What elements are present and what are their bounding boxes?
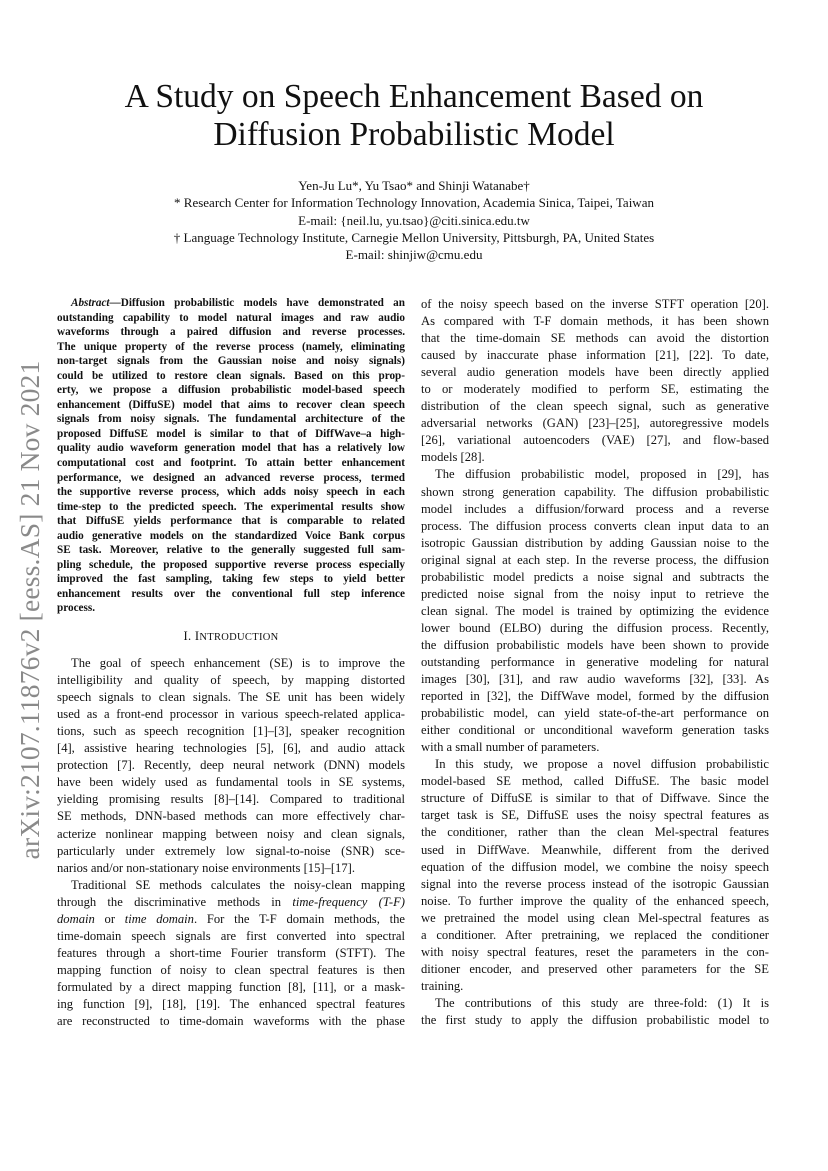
body-paragraph-r4 [421,995,769,1029]
email-1: E-mail: {neil.lu, yu.tsao}@citi.sinica.edu.tw [298,212,530,228]
text-line: the diffusion probabilistic models have been shown to provide [421,637,769,652]
text-line: acterize nonlinear mapping between noisy and clean signals, [57,826,405,841]
text-line: equation of the diffusion model, we combine the noisy speech [421,859,769,874]
text-line: caused by inaccurate phase information [21], [22]. To date, [421,348,769,363]
text-line: ing function [9], [18], [19]. The enhanced spectral features [57,996,405,1011]
text-line: the conditioner, rather than the clean Mel-spectral features [421,825,769,840]
text-line: model includes a diffusion/forward process and a reverse [421,501,769,516]
arxiv-identifier-text: arXiv:2107.11876v2 [eess.AS] 21 Nov 2021 [14,360,45,860]
text-line: have been widely used as fundamental tools in SE systems, [57,775,405,790]
abstract-line-1-text: —Diffusion probabilistic models have demonstrated an [109,297,405,309]
abstract-label: Abstract [71,297,110,309]
text-line: features through a short-time Fourier transform (STFT). The [57,945,405,960]
text-line: through the discriminative methods in time-frequency (T-F) [57,894,405,909]
text-line: [4], assistive hearing technologies [5], [6], and audio attack [57,741,405,756]
text-line: formulated by a direct mapping function [8], [11], or a mask- [57,979,405,994]
text-line: intelligibility and quality of speech, by mapping distorted [57,673,405,688]
abstract [57,296,405,616]
right-column [421,296,769,1029]
text-line: domain or time domain. For the T-F domain methods, the [57,911,405,926]
text-line: the first study to apply the diffusion probabilistic model to [421,1012,769,1027]
email-2: E-mail: shinjiw@cmu.edu [345,247,483,263]
text-line: The unique property of the reverse process (namely, eliminating [57,340,405,353]
arxiv-identifier [8,336,52,884]
abstract-line-1 [57,296,405,311]
text-line: of the noisy speech based on the inverse STFT operation [20]. [421,297,769,311]
section-title-rest: NTRODUCTION [199,632,279,644]
text-line: mapping function of noisy to clean spectral features is then [57,962,405,977]
text-line: noise. To further improve the quality of the enhanced speech, [421,893,769,908]
text-line: Traditional SE methods calculates the noisy-clean mapping [71,877,405,892]
text-line: protection [7]. Recently, deep neural network (DNN) models [57,758,405,773]
text-line: probabilistic model, can yield state-of-the-art performance on [421,706,769,721]
text-line: outstanding performance in generative modeling for natural [421,654,769,669]
text-line: structure of DiffuSE is similar to that of Diffwave. Since the [421,791,769,806]
text-line: SE task. Moreover, relative to the generally suggested full sam- [57,544,405,557]
text-line: tions, such as speech recognition [1]–[3], speaker recognition [57,724,405,739]
text-line: isotropic Gaussian distribution by adding Gaussian noise to the [421,535,769,550]
body-paragraph-r3 [421,756,769,995]
text-line: performance, we designed an advanced reverse process, termed [57,471,405,484]
affiliation-2: † Language Technology Institute, Carnegie Mellon University, Pittsburgh, PA, United States [173,229,655,245]
text-line: clean signal. The model is trained by optimizing the evidence [421,603,769,618]
text-line: are reconstructed to time-domain waveforms with the phase [57,1014,405,1029]
text-line: either conditional or unconditional waveform generation tasks [421,723,769,738]
text-line: ditioner encoder, and preserved other parameters for the SE [421,961,769,976]
text-line: As compared with T-F domain methods, it has been shown [421,314,769,329]
text-line: shown strong generation capability. The diffusion probabilistic [421,484,769,499]
text-line: waveforms through a paired diffusion and reverse processes. [57,326,405,339]
text-line: In this study, we propose a novel diffusion probabilistic [435,757,769,772]
text-line: several audio generation models have been directly applied [421,365,769,380]
text-line: original signal at each step. In the reverse process, the diffusion [421,552,769,567]
text-line: the supportive reverse process, which adds noisy speech in each [57,486,405,499]
text-line: signals from noisy signals. The fundamental architecture of the [57,413,405,426]
text-line: non-target signals from the Gaussian noise and noisy signals) [57,355,405,368]
text-line: pling schedule, the proposed supportive reverse process especially [57,558,405,571]
intro-paragraph-2 [57,877,405,1030]
text-line: quality audio waveform generation model that has a relatively low [57,442,405,455]
text-line: particularly under extremely low signal-to-noise (SNR) sce- [57,843,405,858]
text-line: erty, we propose a diffusion probabilistic model-based speech [57,384,405,397]
text-line: probabilistic model predicts a noise signal and subtracts the [421,569,769,584]
text-line: used in DiffWave. Meanwhile, different from the derived [421,842,769,857]
text-line: outstanding capability to model natural images and raw audio [57,311,405,324]
text-line: The contributions of this study are three-fold: (1) It is [435,995,769,1010]
text-line: we pretrained the model using clean Mel-spectral features as [421,910,769,925]
text-line: narios and/or non-stationary noise environments [15]–[17]. [57,860,355,875]
paper-title [60,78,768,154]
section-heading-introduction [57,628,405,645]
text-line: target task is SE, DiffuSE uses the noisy spectral features as [421,808,769,823]
text-line: that the time-domain SE methods can avoid the distortion [421,331,769,346]
text-line: The goal of speech enhancement (SE) is to improve the [71,656,405,671]
text-line: process. [57,602,96,615]
intro-paragraph-1 [57,655,405,877]
text-line: SE methods, DNN-based methods can more effectively char- [57,809,405,824]
affiliation-1: * Research Center for Information Technology Innovation, Academia Sinica, Taipei, Taiwan [174,195,654,211]
text-line: proposed DiffuSE model is similar to that of DiffWave–a high- [57,427,405,440]
text-line: process. The diffusion process converts clean input data to an [421,518,769,533]
text-line: with noisy spectral features, reset the parameters in the con- [421,944,769,959]
title-line-1: A Study on Speech Enhancement Based on [124,78,704,115]
text-line: enhancement results over the conventional full step inference [57,587,405,600]
text-line: speech signals to clean signals. The SE unit has been widely [57,690,405,705]
left-column [57,296,405,1030]
text-line: distribution of the clean speech signal, such as generative [421,399,769,414]
text-line: time-step to the predicted speech. The experimental results show [57,500,405,513]
text-line: signal into the reverse process instead of the isotropic Gaussian [421,876,769,891]
text-line: lower bound (ELBO) during the diffusion process. Recently, [421,620,769,635]
section-number: I. [183,629,192,644]
author-block [60,177,768,263]
text-line: with a small number of parameters. [421,740,600,755]
text-line: computational cost and footprint. To attain better enhancement [57,457,405,470]
text-line: could be utilized to restore clean signals. Based on this prop- [57,369,405,382]
text-line: that DiffuSE yields performance that is comparable to related [57,515,405,528]
author-names: Yen-Ju Lu*, Yu Tsao* and Shinji Watanabe† [298,178,530,193]
text-line: adversarial networks (GAN) [23]–[25], autoregressive models [421,416,769,431]
text-line: yielding promising results [8]–[14]. Compared to traditional [57,792,405,807]
section-title-initial: I [194,629,200,644]
text-line: training. [421,978,464,993]
text-line: a conditioner. After pretraining, we replaced the conditioner [421,927,769,942]
body-paragraph-r2 [421,466,769,756]
text-line: The diffusion probabilistic model, proposed in [29], has [435,467,769,482]
text-line: images [30], [31], and raw audio waveforms [32], [33]. As [421,672,769,687]
text-line: reported in [32], the DiffWave model, formed by the diffusion [421,689,769,704]
text-line: enhancement (DiffuSE) model that aims to recover clean speech [57,398,405,411]
text-line: time-domain speech signals are first converted into spectral [57,928,405,943]
text-line: model-based SE method, called DiffuSE. The basic model [421,774,769,789]
text-line: to or moderately modified to perform SE, estimating the [421,382,769,397]
text-line: models [28]. [421,450,485,465]
text-line: [26], variational autoencoders (VAE) [27], and flow-based [421,433,769,448]
text-line: used as a front-end processor in various speech-related applica- [57,707,405,722]
title-line-2: Diffusion Probabilistic Model [213,116,615,153]
text-line: audio generative models on the standardized Voice Bank corpus [57,529,405,542]
body-paragraph-r1 [421,296,769,466]
text-line: improved the fast sampling, taking few steps to yield better [57,573,405,586]
text-line: predicted noise signal from the noisy input to retrieve the [421,586,769,601]
